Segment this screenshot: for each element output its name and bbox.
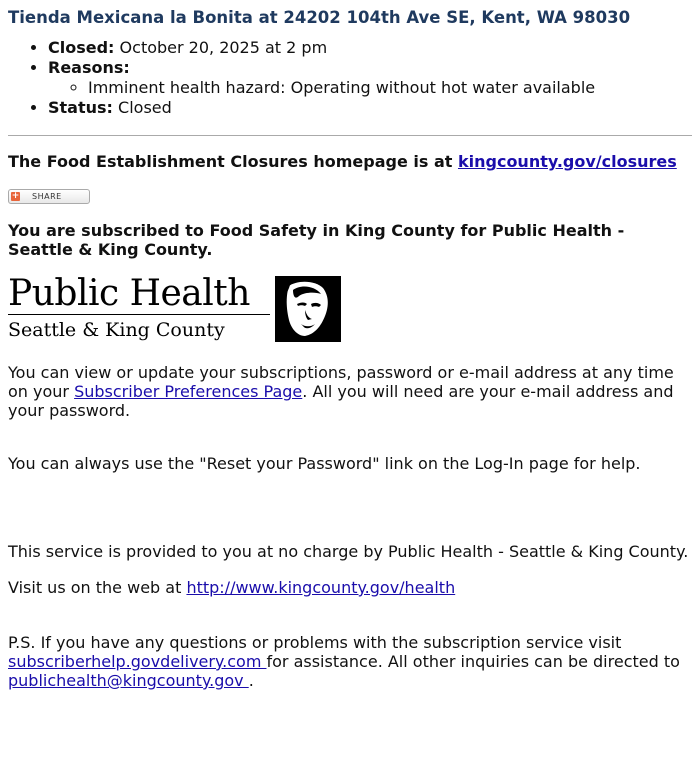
reason-item: ◦ Imminent health hazard: Operating without hot water available [88,78,692,98]
reasons-label: Reasons: [48,58,130,77]
logo-title: Public Health [8,273,250,314]
share-button[interactable] [8,189,90,204]
logo-rule [8,314,270,315]
closed-value: October 20, 2025 at 2 pm [119,38,328,57]
subscriber-help-link[interactable]: subscriberhelp.govdelivery.com [8,652,267,671]
subscriber-preferences-link[interactable]: Subscriber Preferences Page [74,382,303,401]
public-health-logo [8,273,692,346]
homepage-line [8,152,692,172]
logo-subtitle: Seattle & King County [8,319,225,341]
homepage-text: The Food Establishment Closures homepage is at [8,152,458,171]
reset-password-paragraph: You can always use the "Reset your Password" link on the Log-In page for help. [8,454,641,473]
status-item [48,98,692,118]
preferences-paragraph: You can view or update your subscriptions, password or e-mail address at any time on your Subscriber Preferences Page. All you will need are your e-mail address and your password. [8,363,674,420]
email-link[interactable]: publichealth@kingcounty.gov [8,671,249,690]
email-body [8,8,692,690]
closed-item [48,38,692,58]
closure-details [8,38,692,118]
health-website-link[interactable]: http://www.kingcounty.gov/health [186,578,456,597]
service-paragraph: This service is provided to you at no charge by Public Health - Seattle & King County. [8,542,689,561]
divider [8,135,692,136]
status-label: Status: [48,98,113,117]
status-value: Closed [118,98,172,117]
closures-link[interactable]: kingcounty.gov/closures [457,152,677,171]
reasons-list [48,78,692,98]
visit-web-paragraph: Visit us on the web at http://www.kingcounty.gov/health [8,578,456,597]
mlk-portrait-icon [275,276,341,342]
plus-icon: + [11,191,20,201]
ps-paragraph: P.S. If you have any questions or problems with the subscription service visit subscriberhelp.govdelivery.com for assistance. All other inquiries can be directed to publichealth@kingcounty.gov . [8,633,680,690]
closed-label: Closed: [48,38,115,57]
page-title: Tienda Mexicana la Bonita at 24202 104th Ave SE, Kent, WA 98030 [8,8,631,27]
subscription-notice: You are subscribed to Food Safety in King County for Public Health - Seattle & King County. [8,221,625,259]
reasons-item [48,58,692,98]
share-label: SHARE [32,192,62,201]
